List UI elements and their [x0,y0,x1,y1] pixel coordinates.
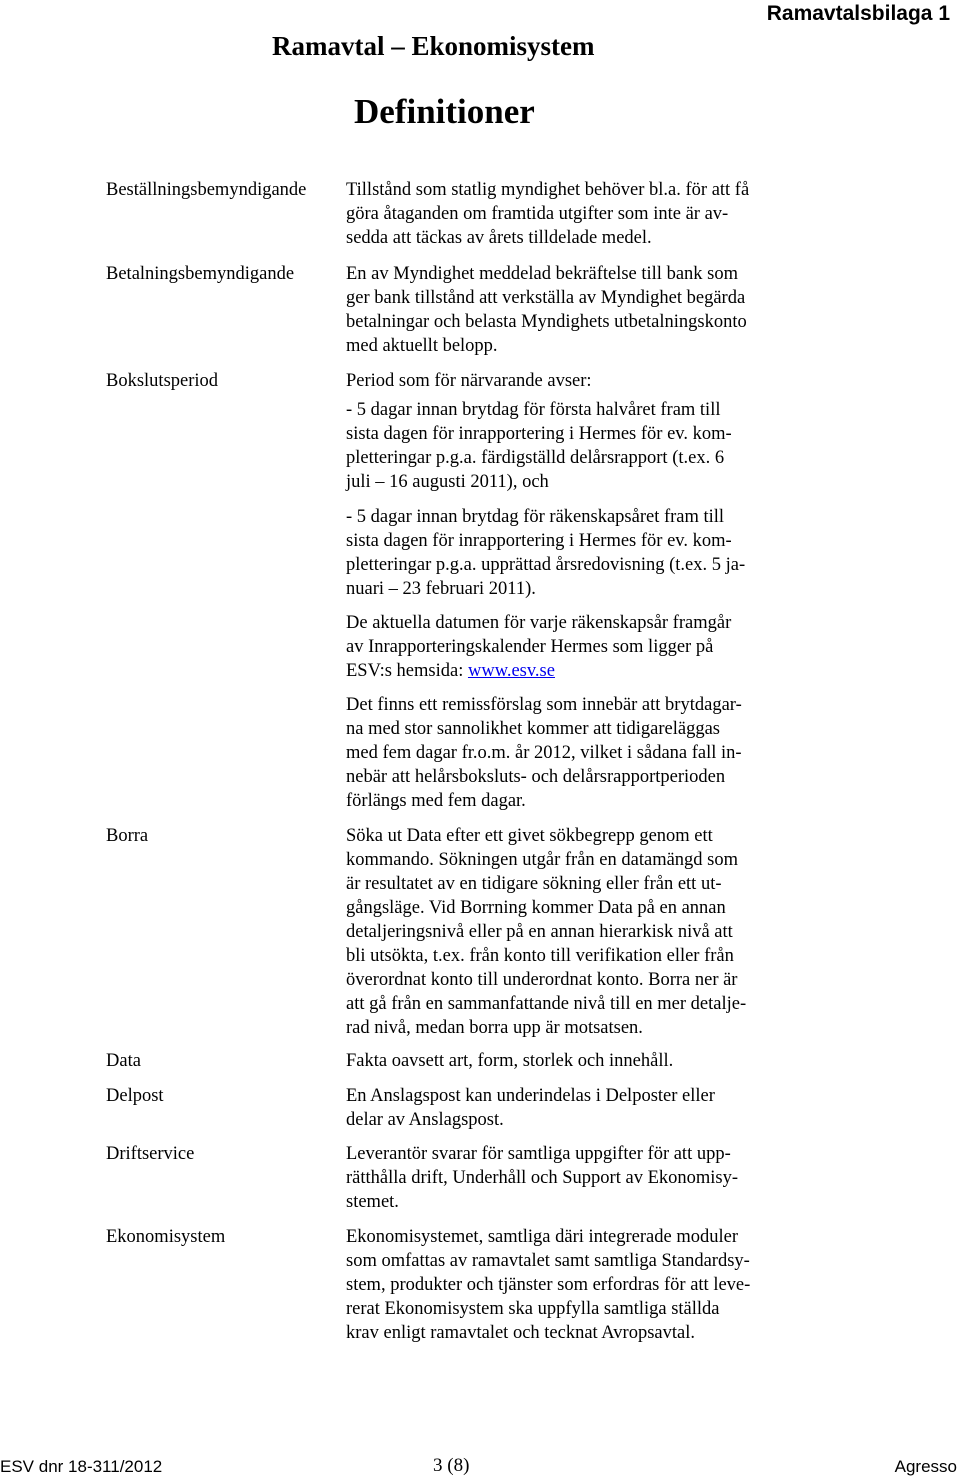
definition-line: kommando. Sökningen utgår från en datamängd som [346,850,739,870]
definition-line: sedda att täckas av årets tilldelade medel. [346,228,652,248]
definition-line: överordnat konto till underordnat konto. Borra ner är [346,970,738,990]
definition-bokslutsperiod-proposal [346,693,816,813]
definition-bokslutsperiod-fiscalyear [346,505,816,601]
site-prefix: ESV:s hemsida: [346,661,468,681]
definition-driftservice [346,1142,816,1214]
definition-line: betalningar och belasta Myndighets utbetalningskonto [346,312,747,332]
esv-website-link[interactable]: www.esv.se [467,661,555,681]
definition-borra [346,824,816,1040]
definition-betalningsbemyndigande [346,262,816,358]
definition-line: att gå från en sammanfattande nivå till en mer detalje- [346,994,747,1014]
definition-delpost [346,1084,816,1132]
term-ekonomisystem: Ekonomisystem [106,1227,226,1247]
definition-line: rätthålla drift, Underhåll och Support av Ekonomisy- [346,1168,739,1188]
definition-line: rerat Ekonomisystem ska uppfylla samtliga ställda [346,1299,720,1319]
definition-line: - 5 dagar innan brytdag för första halvåret fram till [346,400,721,420]
definition-line: är resultatet av en tidigare sökning eller från ett ut- [346,874,722,894]
footer-vendor: Agresso [894,1457,957,1476]
definition-line: delar av Anslagspost. [346,1110,504,1130]
document-title: Ramavtal – Ekonomisystem [272,31,595,61]
definition-line: En av Myndighet meddelad bekräftelse till bank som [346,264,738,284]
definition-line: sista dagen för inrapportering i Hermes för ev. kom- [346,531,732,551]
footer-reference: ESV dnr 18-311/2012 [0,1457,163,1476]
definition-bestallningsbemyndigande [346,178,816,250]
term-betalningsbemyndigande: Betalningsbemyndigande [106,264,295,284]
definition-line: na med stor sannolikhet kommer att tidigareläggas [346,719,721,739]
definition-line: med aktuellt belopp. [346,336,498,356]
definition-ekonomisystem [346,1225,816,1345]
definition-line: pletteringar p.g.a. upprättad årsredovisning (t.ex. 5 ja- [346,555,746,575]
definition-line: detaljeringsnivå eller på en annan hierarkisk nivå att [346,922,733,942]
definition-line: förlängs med fem dagar. [346,791,526,811]
term-data: Data [106,1051,141,1071]
definition-line: med fem dagar fr.o.m. år 2012, vilket i sådana fall in- [346,743,742,763]
definition-line: - 5 dagar innan brytdag för räkenskapsåret fram till [346,507,725,527]
definition-line: juli – 16 augusti 2011), och [346,472,549,492]
page-heading: Definitioner [354,92,535,131]
definition-line: bli utsökta, t.ex. från konto till verifikation eller från [346,946,734,966]
definition-line: nuari – 23 februari 2011). [346,579,536,599]
definition-bokslutsperiod-halfyear [346,398,816,494]
definition-line: rad nivå, medan borra upp är motsatsen. [346,1018,643,1038]
definition-line-with-link [346,659,816,683]
definition-line: Det finns ett remissförslag som innebär att brytdagar- [346,695,742,715]
definition-line: Leverantör svarar för samtliga uppgifter för att upp- [346,1144,731,1164]
definition-line: som omfattas av ramavtalet samt samtliga Standardsy- [346,1251,750,1271]
definition-line: En Anslagspost kan underindelas i Delposter eller [346,1086,715,1106]
definition-line: Ekonomisystemet, samtliga däri integrerade moduler [346,1227,738,1247]
definition-line: Period som för närvarande avser: [346,371,592,391]
definition-line: pletteringar p.g.a. färdigställd delårsrapport (t.ex. 6 [346,448,725,468]
term-bokslutsperiod: Bokslutsperiod [106,371,219,391]
term-driftservice: Driftservice [106,1144,195,1164]
attachment-label: Ramavtalsbilaga 1 [766,2,950,25]
definition-line: gångsläge. Vid Borrning kommer Data på en annan [346,898,726,918]
term-delpost: Delpost [106,1086,164,1106]
definition-line: Tillstånd som statlig myndighet behöver bl.a. för att få [346,180,750,200]
definition-line: av Inrapporteringskalender Hermes som ligger på [346,637,714,657]
definition-line: sista dagen för inrapportering i Hermes för ev. kom- [346,424,732,444]
definition-data [346,1049,816,1073]
definition-line: stem, produkter och tjänster som erfordras för att leve- [346,1275,751,1295]
definition-line: nebär att helårsboksluts- och delårsrapportperioden [346,767,726,787]
definition-line: De aktuella datumen för varje räkenskapsår framgår [346,613,732,633]
definition-line: göra åtaganden om framtida utgifter som inte är av- [346,204,729,224]
definition-bokslutsperiod-calendar [346,611,816,683]
definition-bokslutsperiod-intro [346,369,816,393]
page-number: 3 (8) [433,1455,470,1476]
definition-line: Fakta oavsett art, form, storlek och innehåll. [346,1051,674,1071]
definition-line: ger bank tillstånd att verkställa av Myndighet begärda [346,288,746,308]
term-bestallningsbemyndigande: Beställningsbemyndigande [106,180,307,200]
definition-line: stemet. [346,1192,399,1212]
term-borra: Borra [106,826,149,846]
definition-line: Söka ut Data efter ett givet sökbegrepp genom ett [346,826,713,846]
definition-line: krav enligt ramavtalet och tecknat Avropsavtal. [346,1323,695,1343]
